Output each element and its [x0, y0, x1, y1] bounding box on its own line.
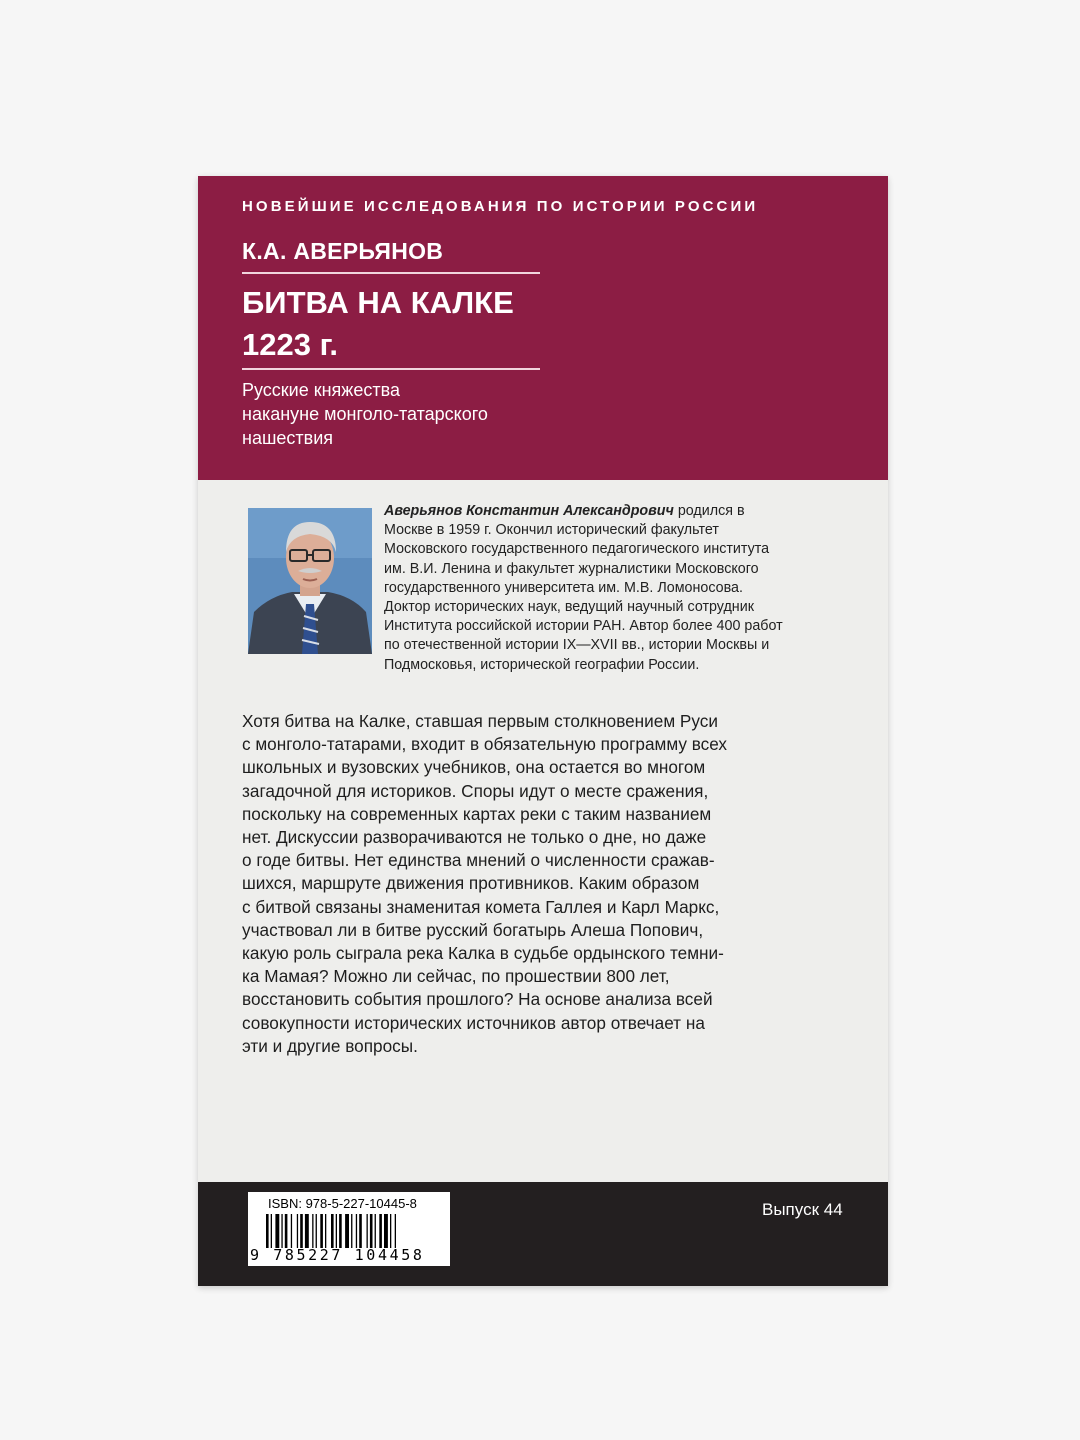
description-line: какую роль сыграла река Калка в судьбе ордынского темни-	[242, 943, 724, 964]
description-line: с битвой связаны знаменитая комета Галлея и Карл Маркс,	[242, 896, 720, 917]
header-band	[198, 176, 888, 480]
description-line: школьных и вузовских учебников, она остается во многом	[242, 757, 706, 778]
barcode-bar	[351, 1214, 352, 1248]
barcode-bar	[331, 1214, 334, 1248]
barcode-bar	[291, 1214, 292, 1248]
divider-top	[242, 272, 540, 274]
barcode-bar	[281, 1214, 282, 1248]
barcode-bar	[339, 1214, 342, 1248]
bio-text: родился в Москве в 1959 г. Окончил исторический факультет Московского государственного педагогического института им. В.И. Ленина и факультет журналистики Московского государственного университета им. М.В. Ломоносова. Доктор исторических наук, ведущий научный сотрудник Института российской истории РАН. Автор более 400 работ по отечественной истории IX—XVII вв., истории Москвы и Подмосковья, исторической географии России.	[384, 503, 783, 673]
barcode-bar	[390, 1214, 391, 1248]
book-back-cover	[198, 176, 888, 1286]
description-line: ка Мамая? Можно ли сейчас, по прошествии 800 лет,	[242, 966, 670, 987]
barcode-bar	[266, 1214, 269, 1248]
description-line: совокупности исторических источников автор отвечает на	[242, 1012, 705, 1033]
barcode-bar	[275, 1214, 279, 1248]
barcode-bar	[370, 1214, 373, 1248]
barcode-bar	[375, 1214, 376, 1248]
description-line: о годе битвы. Нет единства мнений о численности сражав-	[242, 850, 715, 871]
isbn-number: ISBN: 978-5-227-10445-8	[268, 1196, 417, 1211]
series-title: НОВЕЙШИЕ ИССЛЕДОВАНИЯ ПО ИСТОРИИ РОССИИ	[242, 198, 759, 215]
book-description	[242, 710, 762, 1058]
description-line: Хотя битва на Калке, ставшая первым столкновением Руси	[242, 711, 718, 731]
subtitle-line: Русские княжества	[242, 380, 400, 400]
description-line: нет. Дискуссии разворачиваются не только о дне, но даже	[242, 827, 707, 848]
title-line-1: БИТВА НА КАЛКЕ	[242, 285, 514, 320]
barcode-bar	[379, 1214, 382, 1248]
barcode-bars	[266, 1214, 448, 1248]
description-line: загадочной для историков. Споры идут о месте сражения,	[242, 780, 709, 801]
barcode-bar	[316, 1214, 317, 1248]
barcode-bar	[367, 1214, 368, 1248]
author-name: К.А. АВЕРЬЯНОВ	[242, 238, 444, 264]
description-line: восстановить события прошлого? На основе анализа всей	[242, 989, 713, 1010]
footer-band	[198, 1182, 888, 1286]
barcode-bar	[285, 1214, 288, 1248]
subtitle-line: накануне монголо-татарского	[242, 404, 488, 424]
barcode-bar	[384, 1214, 388, 1248]
barcode-bar	[300, 1214, 303, 1248]
barcode-bar	[359, 1214, 362, 1248]
book-subtitle	[242, 378, 562, 450]
description-line: шихся, маршруте движения противников. Каким образом	[242, 873, 700, 894]
barcode-bar	[305, 1214, 309, 1248]
issue-number: Выпуск 44	[762, 1200, 843, 1219]
barcode-bar	[320, 1214, 323, 1248]
barcode-bar	[356, 1214, 357, 1248]
divider-bottom	[242, 368, 540, 370]
barcode-bar	[325, 1214, 326, 1248]
description-line: эти и другие вопросы.	[242, 1035, 418, 1056]
title-line-2: 1223 г.	[242, 327, 338, 362]
author-photo	[248, 508, 372, 654]
description-line: участвовал ли в битве русский богатырь Алеша Попович,	[242, 919, 704, 940]
author-portrait-illustration	[248, 508, 372, 654]
barcode-bar	[312, 1214, 313, 1248]
book-title	[242, 282, 562, 366]
barcode-bar	[297, 1214, 298, 1248]
author-bio	[384, 502, 784, 675]
barcode-bar	[336, 1214, 337, 1248]
barcode-bar	[271, 1214, 272, 1248]
barcode-digits: 9 785227 104458	[250, 1246, 425, 1264]
subtitle-line: нашествия	[242, 428, 334, 448]
bio-author-name: Аверьянов Константин Александрович	[384, 503, 674, 519]
description-line: с монголо-татарами, входит в обязательную программу всех	[242, 734, 727, 755]
barcode-label	[248, 1192, 450, 1266]
barcode-bar	[395, 1214, 396, 1248]
description-line: поскольку на современных картах реки с таким названием	[242, 803, 712, 824]
barcode-bar	[345, 1214, 349, 1248]
